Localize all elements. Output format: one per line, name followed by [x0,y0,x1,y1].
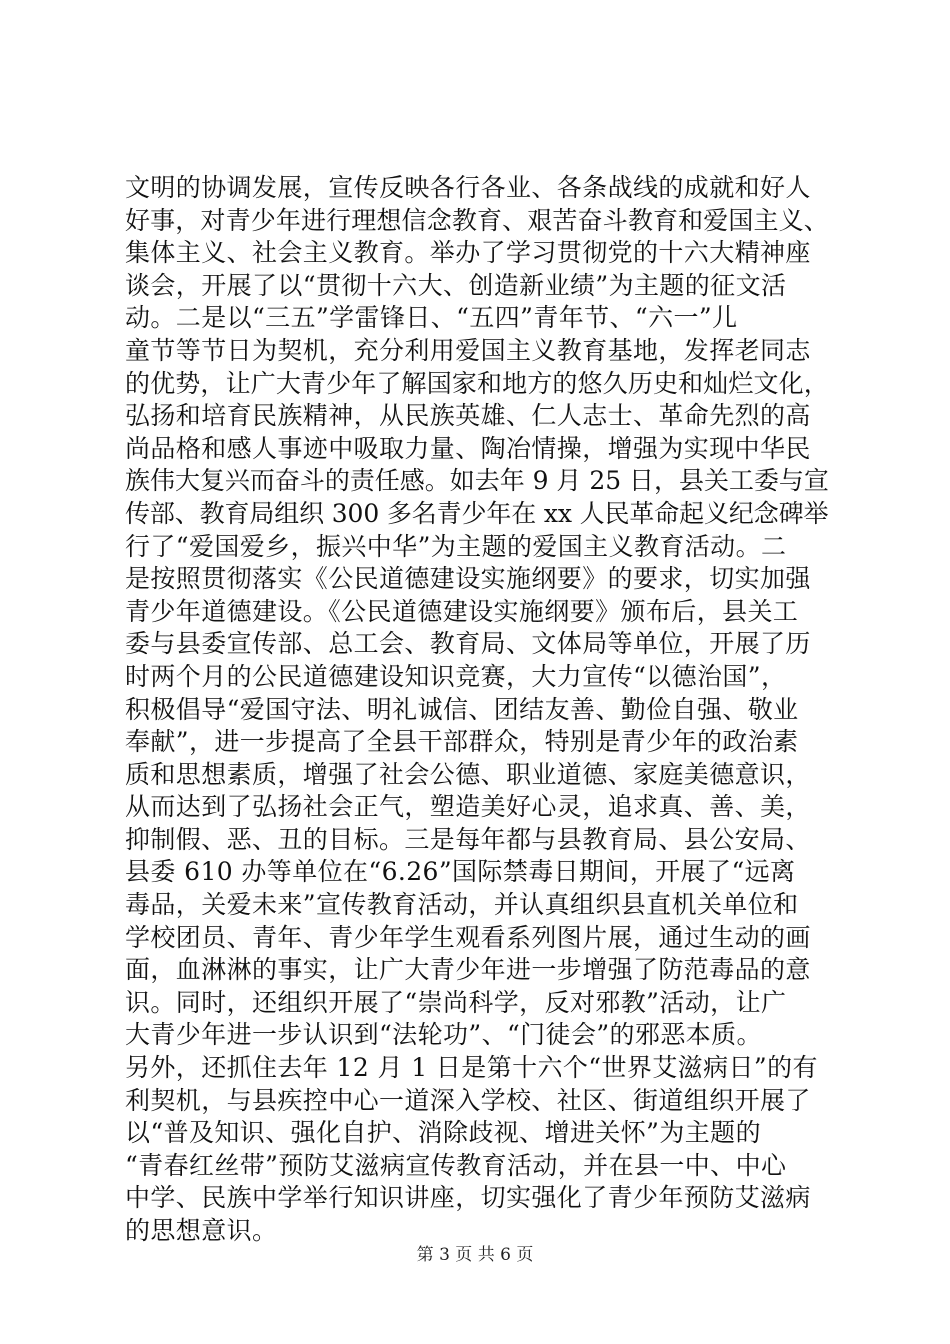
text-line: 毒品，关爱未来”宣传教育活动，并认真组织县直机关单位和 [125,890,799,920]
text-line: 青少年道德建设。《公民道德建设实施纲要》颁布后，县关工 [125,596,799,626]
text-line: 行了“爱国爱乡，振兴中华”为主题的爱国主义教育活动。二 [125,531,787,561]
text-line: 好事，对青少年进行理想信念教育、艰苦奋斗教育和爱国主义、 [125,205,829,235]
text-line: 县委 610 办等单位在“6.26”国际禁毒日期间，开展了“远离 [125,857,796,887]
body-paragraph [125,172,829,1248]
text-line: 尚品格和感人事迹中吸取力量、陶冶情操，增强为实现中华民 [125,433,811,463]
text-line: 童节等节日为契机，充分利用爱国主义教育基地，发挥老同志 [125,335,811,365]
text-line: 学校团员、青年、青少年学生观看系列图片展，通过生动的画 [125,922,811,952]
text-line: 积极倡导“爱国守法、明礼诚信、团结友善、勤俭自强、敬业 [125,694,799,724]
text-line: 时两个月的公民道德建设知识竞赛，大力宣传“以德治国”， [125,661,787,691]
text-line: 的优势，让广大青少年了解国家和地方的悠久历史和灿烂文化， [125,368,829,398]
text-line: 质和思想素质，增强了社会公德、职业道德、家庭美德意识， [125,759,811,789]
text-line: 委与县委宣传部、总工会、教育局、文体局等单位，开展了历 [125,629,811,659]
text-line: 大青少年进一步认识到“法轮功”、“门徒会”的邪恶本质。 [125,1020,762,1050]
page-number-footer: 第 3 页 共 6 页 [416,1245,534,1265]
text-line: 另外，还抓住去年 12 月 1 日是第十六个“世界艾滋病日”的有 [125,1053,818,1083]
text-line: “青春红丝带”预防艾滋病宣传教育活动，并在县一中、中心 [125,1150,787,1180]
text-line: 的思想意识。 [125,1216,278,1245]
text-line: 传部、教育局组织 300 多名青少年在 xx 人民革命起义纪念碑举 [125,498,829,528]
text-line: 中学、民族中学举行知识讲座，切实强化了青少年预防艾滋病 [125,1183,811,1213]
text-line: 是按照贯彻落实《公民道德建设实施纲要》的要求，切实加强 [125,564,811,594]
text-line: 文明的协调发展，宣传反映各行各业、各条战线的成就和好人 [125,173,811,202]
text-line: 族伟大复兴而奋斗的责任感。如去年 9 月 25 日，县关工委与宣 [125,466,829,496]
text-line: 面，血淋淋的事实，让广大青少年进一步增强了防范毒品的意 [125,955,811,985]
text-line: 集体主义、社会主义教育。举办了学习贯彻党的十六大精神座 [125,238,811,268]
text-line: 奉献”，进一步提高了全县干部群众，特别是青少年的政治素 [125,727,799,757]
text-line: 利契机，与县疾控中心一道深入学校、社区、街道组织开展了 [125,1085,811,1115]
text-line: 抑制假、恶、丑的目标。三是每年都与县教育局、县公安局、 [125,824,811,854]
text-line: 弘扬和培育民族精神，从民族英雄、仁人志士、革命先烈的高 [125,401,811,431]
text-line: 动。二是以“三五”学雷锋日、“五四”青年节、“六一”儿 [125,303,738,333]
text-line: 识。同时，还组织开展了“崇尚科学，反对邪教”活动，让广 [125,987,787,1017]
text-line: 从而达到了弘扬社会正气，塑造美好心灵，追求真、善、美， [125,792,811,822]
text-line: 以“普及知识、强化自护、消除歧视、增进关怀”为主题的 [125,1118,761,1148]
text-line: 谈会，开展了以“贯彻十六大、创造新业绩”为主题的征文活 [125,270,787,300]
